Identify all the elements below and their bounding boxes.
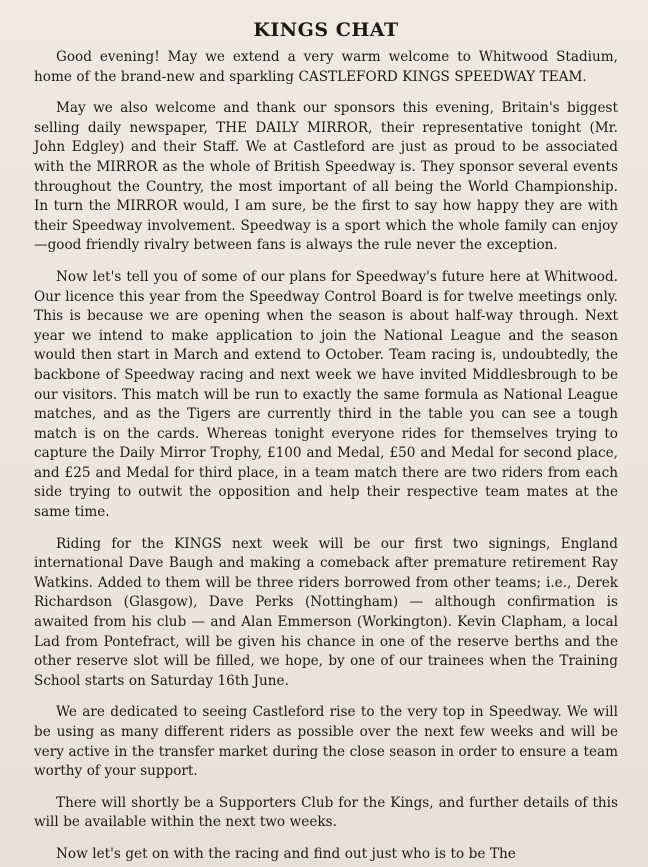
page-title: KINGS CHAT bbox=[253, 19, 399, 41]
paragraph-plans: Now let's tell you of some of our plans for Speedway's future here at Whitwood. Our licence this year from the Speedway Control Board is for twelve meetings only. This is because we are opening when the season is about half-way through. Next year we intend to make application to join the National League and the season would then start in March and extend to October. Team racing is, undoubtedly, the backbone of Speedway racing and next week we have invited Middlesbrough to be our visitors. This match will be run to exactly the same formula as National League matches, and as the Tigers are currently third in the table you can see a tough match is on the cards. Whereas tonight everyone rides for themselves trying to capture the Daily Mirror Trophy, £100 and Medal, £50 and Medal for second place, and £25 and Medal for third place, in a team match there are two riders from each side trying to outwit the opposition and help their respective team mates at the same time. bbox=[34, 268, 618, 521]
paragraph-welcome: Good evening! May we extend a very warm welcome to Whitwood Stadium, home of the brand-new and sparkling CASTLEFORD KINGS SPEEDWAY TEAM. bbox=[34, 49, 618, 85]
paragraph-riders: Riding for the KINGS next week will be our first two signings, England international Dave Baugh and making a comeback after premature retirement Ray Watkins. Added to them will be three riders borrowed from other teams; i.e., Derek Richardson (Glasgow), Dave Perks (Nottingham) — although confirmation is awaited from his club — and Alan Emmerson (Workington). Kevin Clapham, a local Lad from Pontefract, will be given his chance in one of the reserve berths and the other reserve slot will be filled, we hope, by one of our trainees when the Training School starts on Saturday 16th June. bbox=[34, 535, 618, 689]
paragraph-closing: Now let's get on with the racing and find out just who is to be The bbox=[56, 845, 516, 862]
paragraph-sponsors: May we also welcome and thank our sponsors this evening, Britain's biggest selling daily newspaper, THE DAILY MIRROR, their representative tonight (Mr. John Edgley) and their Staff. We at Castleford are just as proud to be associated with the MIRROR as the whole of British Speedway is. They sponsor several events throughout the Country, the most important of all being the World Championship. In turn the MIRROR would, I am sure, be the first to say how happy they are with their Speedway involvement. Speedway is a sport which the whole family can enjoy—good friendly rivalry between fans is always the rule never the exception. bbox=[34, 100, 618, 254]
paragraph-dedication: We are dedicated to seeing Castleford rise to the very top in Speedway. We will be using as many different riders as possible over the next few weeks and will be very active in the transfer market during the close season in order to ensure a team worthy of your support. bbox=[34, 704, 618, 780]
paragraph-supporters-club: There will shortly be a Supporters Club for the Kings, and further details of this will be available within the next two weeks. bbox=[34, 794, 618, 831]
